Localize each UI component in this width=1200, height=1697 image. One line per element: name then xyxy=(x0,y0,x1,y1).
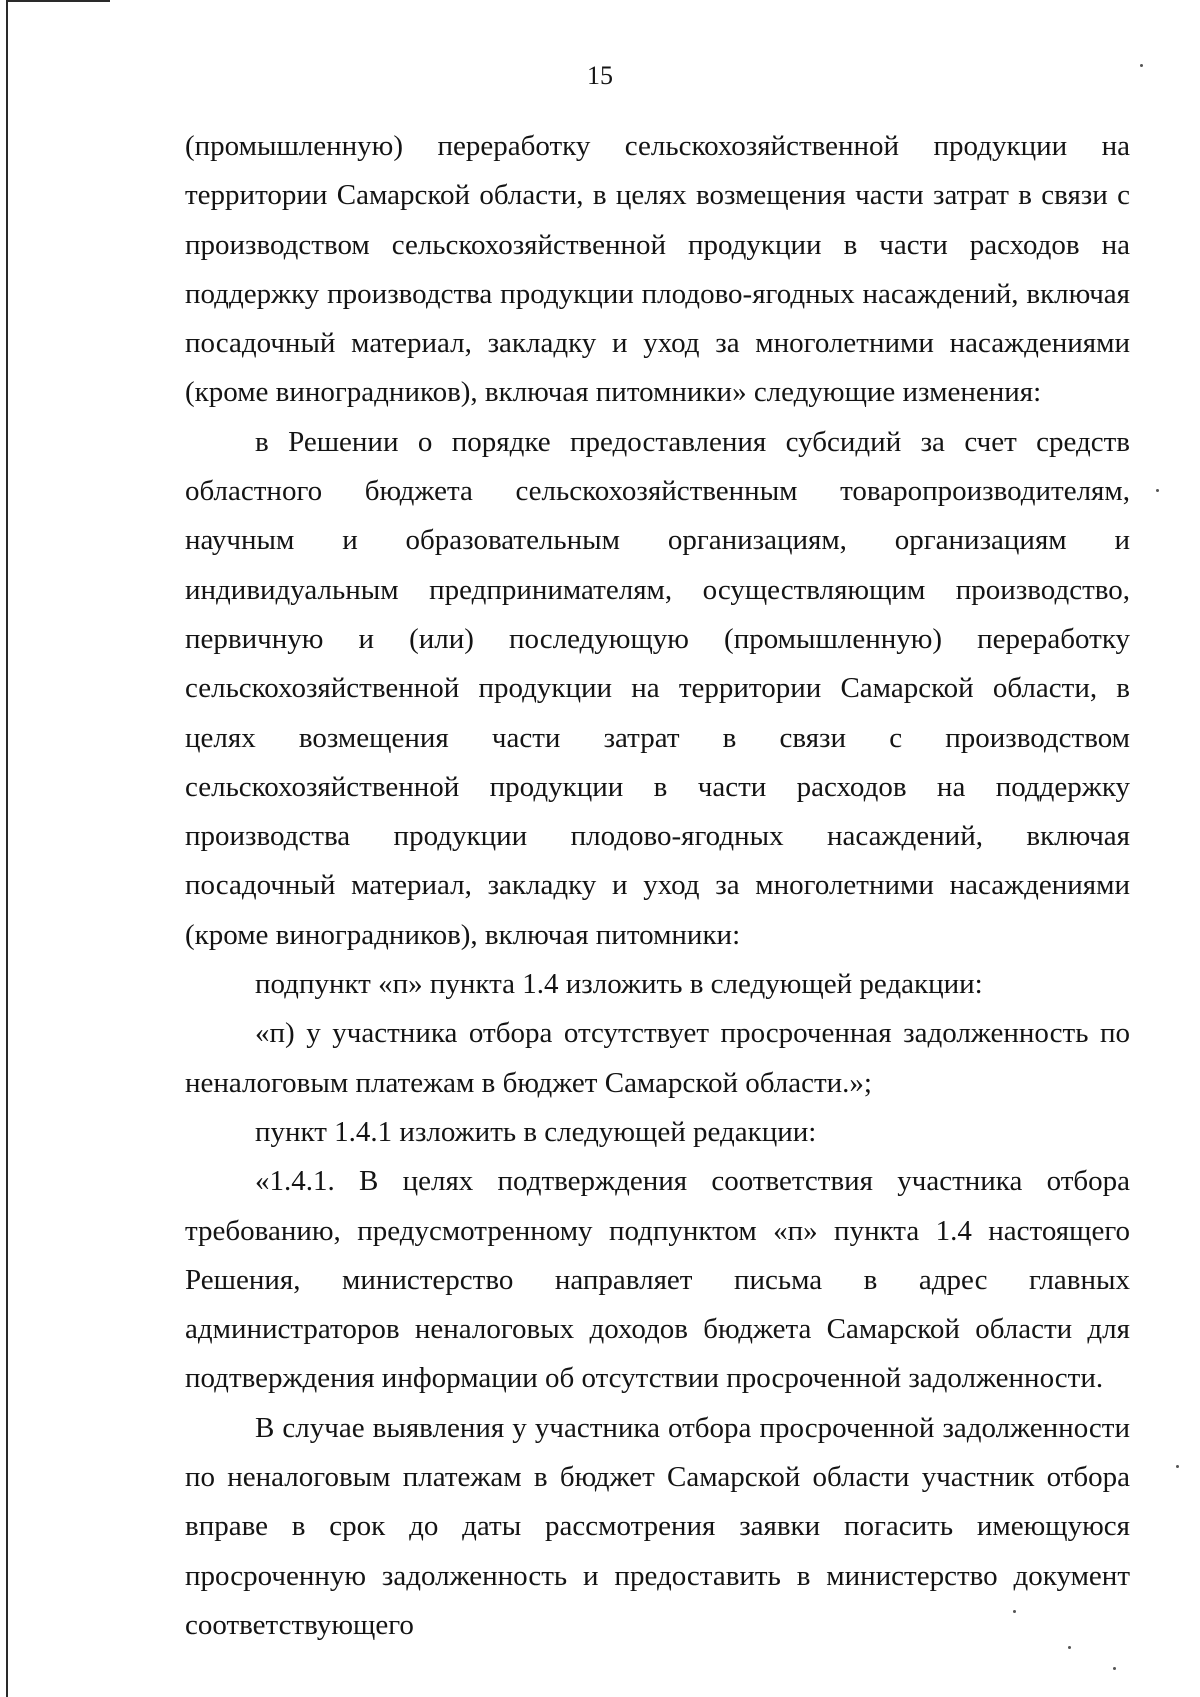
scan-speck xyxy=(1140,64,1143,67)
scan-speck xyxy=(1156,489,1159,492)
scan-speck xyxy=(1176,1465,1179,1468)
paragraph-continuation: (промышленную) переработку сельскохозяйственной продукции на территории Самарской области, в целях возмещения части затрат в связи с производством сельскохозяйственной продукции в части расходов на поддержку производства продукции плодово-ягодных насаждений, включая посадочный материал, закладку и уход за многолетними насаждениями (кроме виноградников), включая питомники» следующие изменения: xyxy=(185,130,1130,409)
scan-speck xyxy=(1068,1646,1071,1649)
paragraph-debt-repayment: В случае выявления у участника отбора просроченной задолженности по неналоговым платежам в бюджет Самарской области участник отбора вправе в срок до даты рассмотрения заявки погасить имеющуюся просроченную задолженность и предоставить в министерство документ соответствующего xyxy=(185,1411,1130,1641)
document-body xyxy=(185,122,1130,1650)
scan-border-left xyxy=(6,0,8,1697)
page-number: 15 xyxy=(587,61,613,90)
paragraph-clause-141-instruction: пункт 1.4.1 изложить в следующей редакции: xyxy=(255,1115,817,1148)
paragraph-subclause-p-instruction: подпункт «п» пункта 1.4 изложить в следующей редакции: xyxy=(255,968,983,1001)
scan-border-top xyxy=(6,0,110,2)
paragraph-decision-amendment: в Решении о порядке предоставления субсидий за счет средств областного бюджета сельскохозяйственным товаропроизводителям, научным и образовательным организациям, организациям и индивидуальным предпринимателям, осуществляющим производство, первичную и (или) последующую (промышленную) переработку сельскохозяйственной продукции на территории Самарской области, в целях возмещения части затрат в связи с производством сельскохозяйственной продукции в части расходов на поддержку производства продукции плодово-ягодных насаждений, включая посадочный материал, закладку и уход за многолетними насаждениями (кроме виноградников), включая питомники: xyxy=(185,425,1130,951)
paragraph-subclause-p-text: «п) у участника отбора отсутствует просроченная задолженность по неналоговым платежам в бюджет Самарской области.»; xyxy=(185,1017,1130,1099)
paragraph-clause-141-text: «1.4.1. В целях подтверждения соответствия участника отбора требованию, предусмотренному подпунктом «п» пункта 1.4 настоящего Решения, министерство направляет письма в адрес главных администраторов неналоговых доходов бюджета Самарской области для подтверждения информации об отсутствии просроченной задолженности. xyxy=(185,1165,1130,1395)
scan-speck xyxy=(1113,1667,1116,1670)
scan-speck xyxy=(1013,1610,1016,1613)
